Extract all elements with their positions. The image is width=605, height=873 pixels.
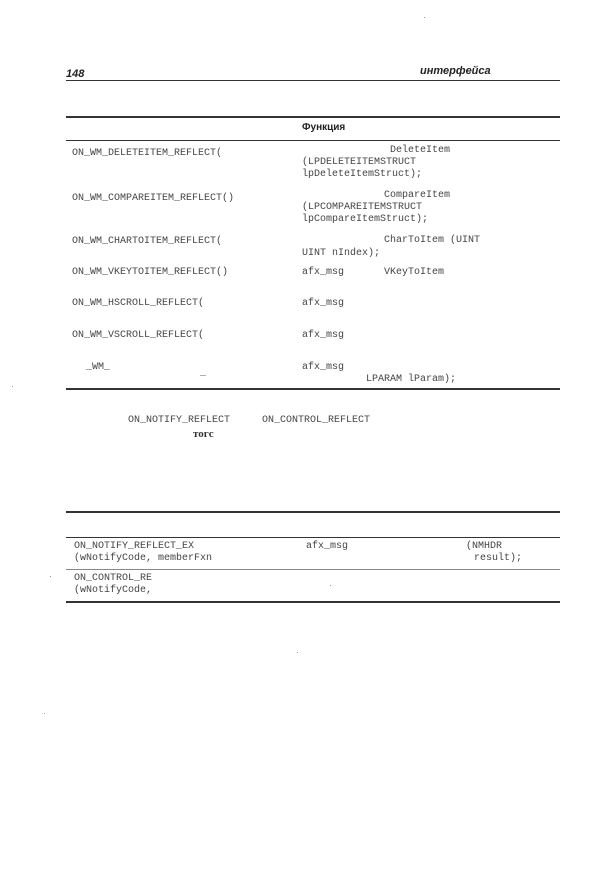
table1-row5-macro: ON_WM_HSCROLL_REFLECT(	[72, 298, 205, 309]
table1-row6-macro: ON_WM_VSCROLL_REFLECT(	[72, 330, 205, 341]
table1-row1-macro: ON_WM_DELETEITEM_REFLECT(	[72, 148, 223, 159]
table1-row4-func-line1: afx_msg	[302, 267, 345, 278]
scan-speck	[424, 17, 425, 18]
paragraph-fragment: тогс	[193, 428, 214, 440]
running-title: интерфейса	[420, 65, 491, 77]
table2-header-rule	[66, 537, 560, 538]
table1-column-header: Функция	[302, 122, 346, 133]
table2-row1-macro-line1: ON_NOTIFY_REFLECT_EX	[74, 541, 195, 552]
scan-speck	[44, 713, 45, 714]
scan-speck	[297, 652, 298, 653]
table2-row1-params-line1: (NMHDR	[466, 541, 503, 552]
scan-speck	[330, 585, 331, 586]
table2-row1-params-line2: result);	[474, 553, 523, 564]
table1-header-rule	[66, 140, 560, 141]
table1-row3-macro: ON_WM_CHARTOITEM_REFLECT(	[72, 236, 223, 247]
page-number: 148	[66, 68, 85, 80]
table2-row1-macro-line2: (wNotifyCode, memberFxn	[74, 553, 213, 564]
table2-top-rule	[66, 511, 560, 513]
table1-row2-macro: ON_WM_COMPAREITEM_REFLECT()	[72, 193, 235, 204]
table1-row4-macro: ON_WM_VKEYTOITEM_REFLECT()	[72, 267, 229, 278]
table1-row2-func-line1: CompareItem	[384, 190, 451, 201]
table1-row5-func-line1: afx_msg	[302, 298, 345, 309]
table1-row4-func-line2: VKeyToItem	[384, 267, 445, 278]
scan-speck	[12, 386, 13, 387]
table1-row1-func-line2: (LPDELETEITEMSTRUCT	[302, 157, 417, 168]
table1-row7-dash: _	[200, 368, 207, 379]
table1-row7-func-line1: afx_msg	[302, 362, 345, 373]
table1-row2-func-line3: lpCompareItemStruct);	[302, 214, 429, 225]
table1-row1-func-line1: DeleteItem	[390, 145, 451, 156]
scan-speck	[50, 576, 51, 577]
table1-row2-func-line2: (LPCOMPAREITEMSTRUCT	[302, 202, 423, 213]
table2-row2-macro-line2: (wNotifyCode,	[74, 585, 153, 596]
table2-bottom-rule	[66, 601, 560, 603]
header-rule	[66, 80, 560, 81]
table2-row-separator	[66, 569, 560, 570]
table1-row6-func-line1: afx_msg	[302, 330, 345, 341]
table1-row7-func-line2: LPARAM lParam);	[366, 374, 457, 385]
table1-bottom-rule	[66, 388, 560, 390]
paragraph-right-term: ON_CONTROL_REFLECT	[262, 415, 371, 426]
table1-row3-func-line1: CharToItem (UINT	[384, 235, 481, 246]
table1-top-rule	[66, 116, 560, 118]
table1-row7-macro: _WM_	[86, 362, 111, 373]
table2-row1-func: afx_msg	[306, 541, 349, 552]
paragraph-left-term: ON_NOTIFY_REFLECT	[128, 415, 231, 426]
table1-row3-func-line2: UINT nIndex);	[302, 248, 381, 259]
table1-row1-func-line3: lpDeleteItemStruct);	[302, 169, 423, 180]
table2-row2-macro-line1: ON_CONTROL_RE	[74, 573, 153, 584]
